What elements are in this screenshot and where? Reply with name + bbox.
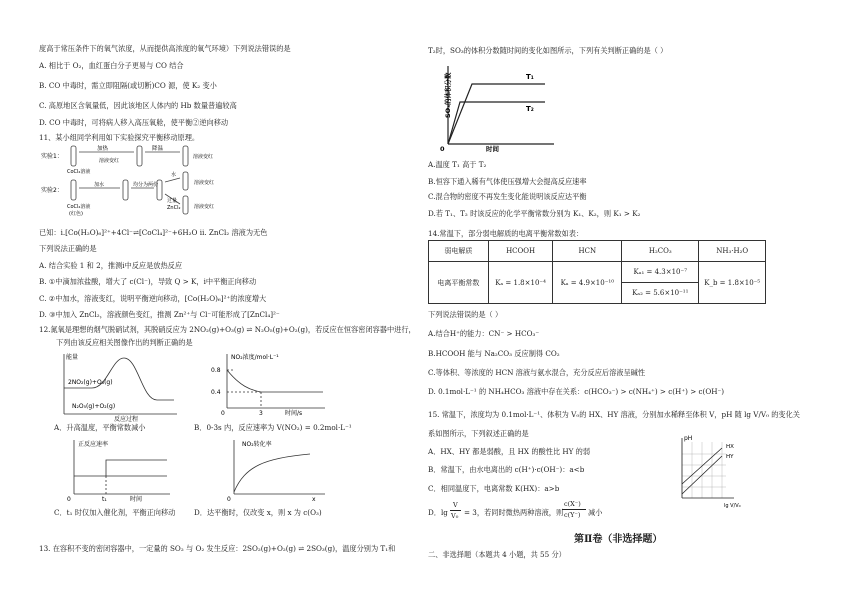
section-two-heading: 二、非选择题（本题共 4 小题，共 55 分） bbox=[428, 550, 566, 559]
g3-xlabel: 时间 bbox=[130, 496, 143, 502]
cocl2-label-2: CoCl₂溶液 bbox=[67, 204, 91, 210]
table-cell: 电离平衡常数 bbox=[429, 262, 489, 304]
q12-stem-2: 下列由该反应相关图像作出的判断正确的是 bbox=[56, 338, 193, 347]
g1-reactant: 2NO₂(g)+O₃(g) bbox=[68, 379, 113, 386]
q15d-frac-den: V₀ bbox=[451, 512, 459, 520]
q10-option-a: A. 相比于 O₂，血红蛋白分子更易与 CO 结合 bbox=[39, 61, 184, 70]
q15-option-c: C．相同温度下，电离常数 K(HX)：a>b bbox=[428, 484, 560, 493]
g2-xlabel: 时间/s bbox=[285, 410, 303, 417]
table-header: HCN bbox=[553, 241, 622, 262]
energy-graph bbox=[52, 350, 182, 422]
q13-option-a: A.温度 T₁ 高于 T₂ bbox=[428, 160, 487, 169]
g2-tick-08: 0.8 bbox=[211, 367, 221, 374]
table-cell: K_b = 1.8×10⁻⁵ bbox=[699, 262, 766, 304]
no2-conversion-graph bbox=[220, 436, 330, 502]
q14-stem: 14.常温下，部分弱电解质的电离平衡常数如表： bbox=[428, 229, 584, 238]
g1-xlabel: 反应过程 bbox=[114, 416, 139, 422]
color-change-3: 溶液变红 bbox=[194, 180, 215, 186]
q11-option-b: B. ①中滴加浓盐酸，增大了 c(Cl⁻)，导致 Q > K，ⅰ中平衡正向移动 bbox=[39, 277, 257, 286]
q11-question: 下列说法正确的是 bbox=[39, 244, 97, 253]
hx-label: HX bbox=[726, 444, 734, 450]
so3-t2: T₂ bbox=[526, 105, 534, 113]
table-header: 弱电解质 bbox=[429, 241, 489, 262]
g2-tick-04: 0.4 bbox=[211, 389, 221, 396]
part-two-title: 第Ⅱ卷（非选择题） bbox=[574, 534, 663, 545]
g1-ylabel: 能量 bbox=[66, 354, 79, 361]
q15-option-b: B．常温下，由水电离出的 c(H⁺)·c(OH⁻)：a<b bbox=[428, 465, 585, 474]
ph-ylabel: pH bbox=[684, 435, 693, 442]
q15d-ratio-line bbox=[562, 509, 586, 510]
g2-title: NO₂浓度/mol·L⁻¹ bbox=[231, 354, 279, 361]
q12-stem: 12.氮氧是理想的烟气脱硝试剂，其脱硝反应为 2NO₂(g)+O₃(g) ⇌ N₂O₅(g)+O₂(g)，若反应在恒容密闭容器中进行， bbox=[39, 325, 416, 334]
table-header: H₂CO₃ bbox=[622, 241, 699, 262]
water-label: 水 bbox=[171, 172, 177, 178]
ionization-constants-table bbox=[428, 240, 766, 304]
q15d-text: = 3，若同时微热两种溶液，则 bbox=[464, 508, 564, 517]
q15d-lg: D．lg bbox=[428, 508, 448, 517]
color-change-1: 溶液变红 bbox=[99, 158, 120, 164]
q14-question: 下列说法错误的是（ ） bbox=[428, 310, 503, 319]
exp2-label: 实验2： bbox=[41, 187, 63, 194]
q13-option-d: D.若 T₁、T₂ 时该反应的化学平衡常数分别为 K₁、K₂，则 K₁ > K₂ bbox=[428, 209, 641, 218]
cool-label: 降温 bbox=[152, 146, 164, 152]
q11-option-a: A. 结合实验 1 和 2，推测ⅰ中反应是放热反应 bbox=[39, 261, 183, 270]
so3-t1: T₁ bbox=[526, 73, 534, 81]
table-cell: Kₐ = 1.8×10⁻⁴ bbox=[488, 262, 553, 304]
q12-option-b: B．0-3s 内，反应速率为 V(NO₂) = 0.2mol·L⁻¹ bbox=[194, 423, 352, 432]
experiment-diagram bbox=[39, 142, 329, 220]
q12-option-d: D．达平衡时，仅改变 x，则 x 为 c(O₃) bbox=[194, 508, 322, 517]
q13-option-c: C.混合物的密度不再发生变化能说明该反应达平衡 bbox=[428, 192, 587, 201]
g2-origin: 0 bbox=[221, 410, 225, 417]
q15-stem-2: 系如图所示，下列叙述正确的是 bbox=[428, 429, 529, 438]
q10-stem-tail: 度高于常压条件下的氧气浓度，从而提供高浓度的氧气环境）下列说法错误的是 bbox=[39, 44, 291, 53]
so3-graph bbox=[430, 64, 560, 152]
q10-option-c: C. 高原地区含氧量低，因此该地区人体内的 Hb 数量普遍较高 bbox=[39, 101, 237, 110]
ph-dilution-graph bbox=[672, 432, 754, 510]
g2-tick-3: 3 bbox=[259, 410, 263, 417]
hy-label: HY bbox=[726, 454, 734, 460]
g3-origin: 0 bbox=[67, 496, 71, 502]
color-change-4: 溶液变红 bbox=[194, 204, 215, 210]
heat-label: 加热 bbox=[97, 146, 109, 152]
g3-t1: t₁ bbox=[102, 496, 107, 502]
q14-option-c: C.等体积、等浓度的 HCN 溶液与氨水混合，充分反应后溶液呈碱性 bbox=[428, 368, 646, 377]
q11-option-c: C. ②中加水，溶液变红，说明平衡逆向移动，[Co(H₂O)₆]²⁺的浓度增大 bbox=[39, 294, 267, 303]
cocl2-label-1: CoCl₂溶液 bbox=[67, 169, 91, 175]
forward-rate-graph bbox=[62, 436, 174, 502]
q15d-ratio-den: c(Y⁻) bbox=[564, 511, 581, 519]
exp1-label: 实验1： bbox=[41, 153, 63, 160]
so3-ylabel: SO₃的体积分数 bbox=[444, 72, 452, 118]
excess-label: 过量 bbox=[167, 198, 178, 204]
q14-option-b: B.HCOOH 能与 Na₂CO₃ 反应制得 CO₂ bbox=[428, 349, 560, 358]
q14-option-d: D. 0.1mol·L⁻¹ 的 NH₄HCO₃ 溶液中存在关系：c(HCO₃⁻) > c(NH₄⁺) > c(H⁺) > c(OH⁻) bbox=[428, 387, 725, 396]
table-cell: Kₐ₁ = 4.3×10⁻⁷ bbox=[622, 262, 699, 283]
q15d-tail: 减小 bbox=[588, 508, 603, 517]
split-label: 均分为两份 bbox=[133, 182, 159, 188]
so3-xlabel: 时间 bbox=[486, 145, 499, 152]
q13-option-b: B.恒容下通入稀有气体使压强增大会提高反应速率 bbox=[428, 177, 587, 186]
q12-option-c: C．t₁ 时仅加入催化剂，平衡正向移动 bbox=[54, 508, 176, 517]
add-label: 加水 bbox=[94, 182, 105, 188]
q10-option-d: D. CO 中毒时，可将病人移入高压氧舱，使平衡②逆向移动 bbox=[39, 118, 229, 127]
g1-product: N₂O₅(g)+O₂(g) bbox=[72, 403, 116, 410]
table-cell: Kₐ = 4.9×10⁻¹⁰ bbox=[553, 262, 622, 304]
g3-title: 正反应速率 bbox=[78, 441, 109, 448]
q13-stem: 13. 在容积不变的密闭容器中，一定量的 SO₂ 与 O₂ 发生反应：2SO₂(g)+O₂(g) ⇌ 2SO₃(g)，温度分别为 T₁和 bbox=[39, 544, 396, 553]
q15d-frac-num: V bbox=[453, 501, 458, 509]
q14-option-a: A.结合H⁺的能力：CN⁻ > HCO₃⁻ bbox=[428, 329, 540, 338]
q11-known: 已知：ⅰ.[Co(H₂O)₆]²⁺+4Cl⁻⇌[CoCl₄]²⁻+6H₂O ⅱ. ZnCl₂ 溶液为无色 bbox=[39, 228, 268, 237]
q13-stem-cont: T₂时，SO₃的体积分数随时间的变化如图所示，下列有关判断正确的是（ ） bbox=[428, 46, 668, 55]
lgv-xlabel: lg V/V₀ bbox=[724, 503, 741, 509]
so3-origin: 0 bbox=[440, 145, 445, 152]
q11-stem: 11、某小组同学利用如下实验探究平衡移动原理。 bbox=[39, 133, 200, 142]
q15-stem: 15. 常温下，浓度均为 0.1mol·L⁻¹、体积为 V₀的 HX、HY 溶液，分别加水稀释至体积 V，pH 随 lg V/V₀ 的变化关 bbox=[428, 410, 800, 419]
q12-option-a: A．升高温度，平衡常数减小 bbox=[54, 423, 146, 432]
g4-title: NO₂转化率 bbox=[242, 441, 272, 448]
q15-option-a: A．HX、HY 都是弱酸，且 HX 的酸性比 HY 的弱 bbox=[428, 447, 591, 456]
table-header: NH₃·H₂O bbox=[699, 241, 766, 262]
g4-xlabel: x bbox=[312, 496, 316, 502]
q15d-ratio-num: c(X⁻) bbox=[564, 500, 581, 508]
zncl2-label: ZnCl₂ bbox=[167, 205, 181, 211]
g4-origin: 0 bbox=[227, 496, 231, 502]
q15d-frac-line bbox=[450, 510, 461, 511]
no2-conc-graph bbox=[205, 350, 330, 420]
table-header: HCOOH bbox=[488, 241, 553, 262]
color-change-2: 溶液变红 bbox=[193, 154, 214, 160]
q11-option-d: D. ③中加入 ZnCl₂，溶液颜色变红，推测 Zn²⁺与 Cl⁻可能形成了[ZnCl₄]²⁻ bbox=[39, 310, 280, 319]
q10-option-b: B. CO 中毒时，需立即阻隔(或切断)CO 源，使 K₂ 变小 bbox=[39, 81, 217, 90]
table-cell: Kₐ₂ = 5.6×10⁻¹¹ bbox=[622, 283, 699, 304]
red-label: (红色) bbox=[69, 211, 83, 217]
